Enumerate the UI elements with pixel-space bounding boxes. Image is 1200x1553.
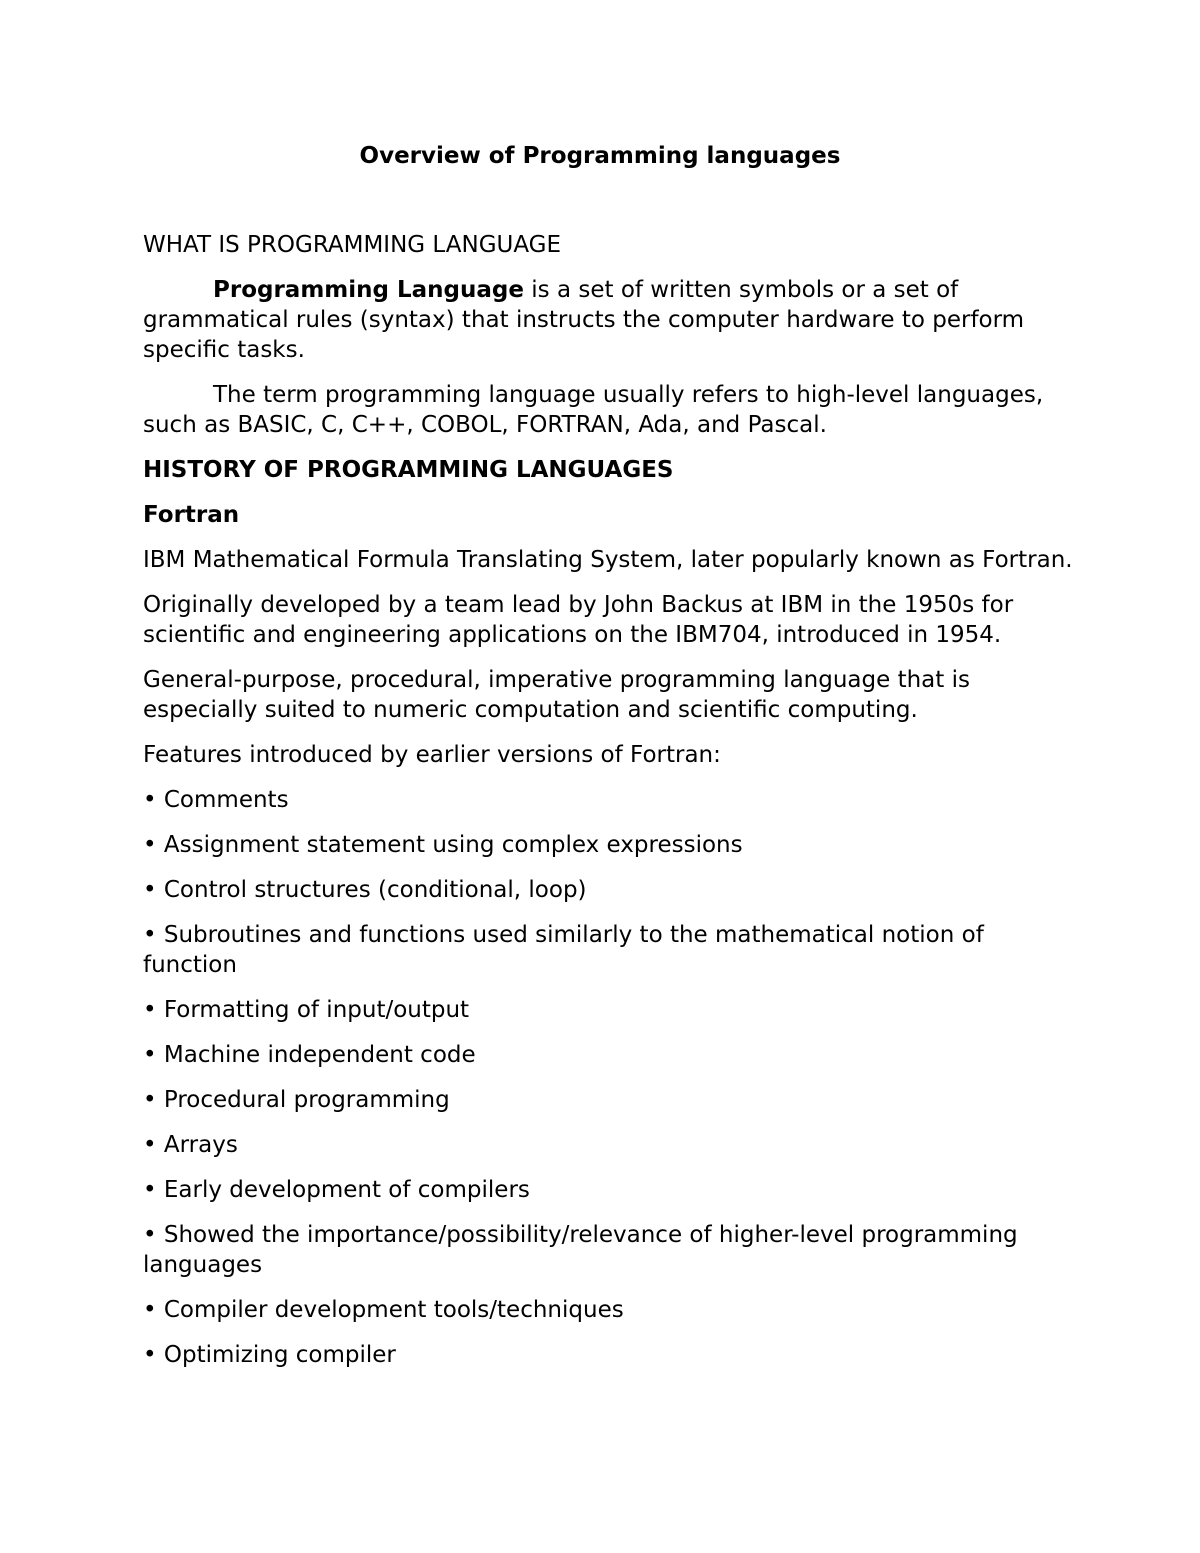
list-item: • Early development of compilers [143, 1177, 530, 1203]
definition-paragraph [143, 275, 1073, 365]
list-item: • Control structures (conditional, loop) [143, 877, 587, 903]
fortran-paragraph: General-purpose, procedural, imperative programming language that is especially suited to numeric computation and scientific computing. [143, 667, 970, 723]
list-item: • Arrays [143, 1132, 238, 1158]
document-page [143, 141, 1073, 1385]
fortran-paragraph: IBM Mathematical Formula Translating System, later popularly known as Fortran. [143, 547, 1073, 573]
fortran-heading: Fortran [143, 502, 240, 528]
list-item: • Subroutines and functions used similarly to the mathematical notion of function [143, 922, 984, 978]
list-item: • Showed the importance/possibility/relevance of higher-level programming languages [143, 1222, 1018, 1278]
features-list [143, 785, 1073, 1370]
what-is-heading: WHAT IS PROGRAMMING LANGUAGE [143, 232, 562, 258]
list-item: • Optimizing compiler [143, 1342, 396, 1368]
list-item: • Comments [143, 787, 289, 813]
list-item: • Formatting of input/output [143, 997, 470, 1023]
fortran-paragraph: Features introduced by earlier versions of Fortran: [143, 742, 721, 768]
list-item: • Assignment statement using complex expressions [143, 832, 743, 858]
list-item: • Compiler development tools/techniques [143, 1297, 624, 1323]
history-heading: HISTORY OF PROGRAMMING LANGUAGES [143, 457, 674, 483]
list-item: • Procedural programming [143, 1087, 450, 1113]
page-title: Overview of Programming languages [359, 143, 841, 169]
list-item: • Machine independent code [143, 1042, 476, 1068]
term-paragraph: The term programming language usually refers to high-level languages, such as BASIC, C, C++, COBOL, FORTRAN, Ada, and Pascal. [143, 382, 1044, 438]
definition-term: Programming Language [213, 277, 524, 303]
definition-text: is a set of written symbols or a set of grammatical rules (syntax) that instructs the computer hardware to perform specific tasks. [143, 277, 1025, 363]
fortran-paragraph: Originally developed by a team lead by John Backus at IBM in the 1950s for scientific and engineering applications on the IBM704, introduced in 1954. [143, 592, 1014, 648]
